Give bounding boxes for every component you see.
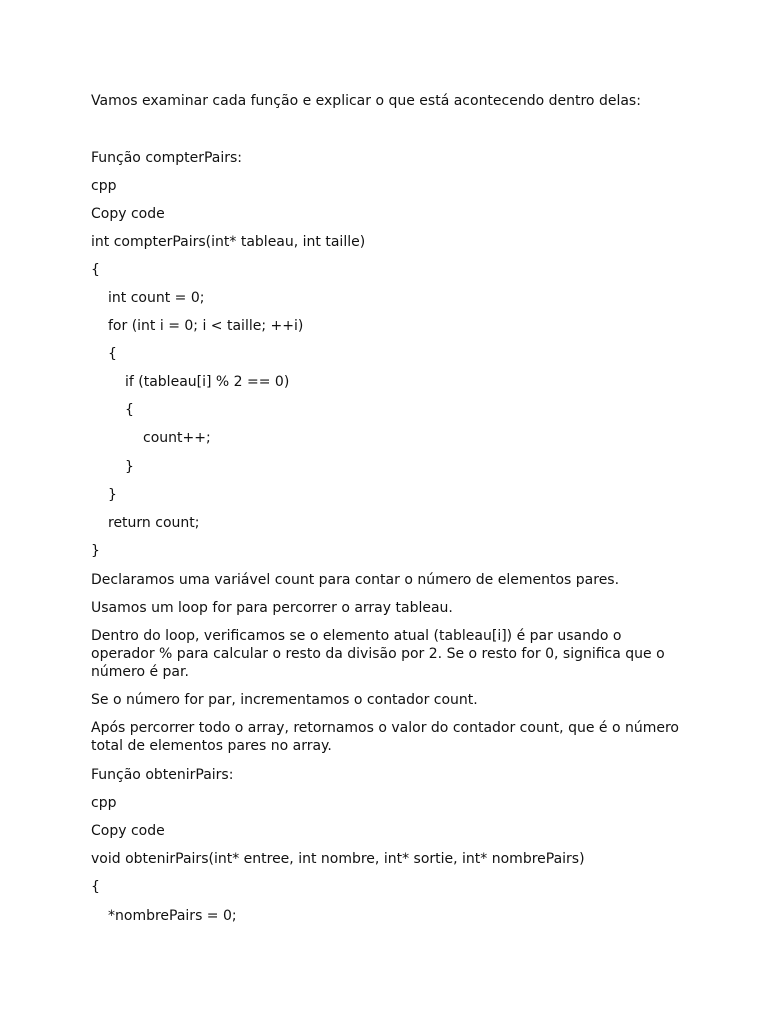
intro-text: Vamos examinar cada função e explicar o que está acontecendo dentro delas: — [91, 93, 641, 109]
code-line: count++; — [143, 430, 211, 446]
copy-code-label: Copy code — [91, 206, 165, 222]
explanation-paragraph: Declaramos uma variável count para contar o número de elementos pares. — [91, 572, 620, 588]
code-line: { — [108, 346, 117, 362]
code-line: *nombrePairs = 0; — [108, 908, 237, 924]
explanation-paragraph: Após percorrer todo o array, retornamos o valor do contador count, que é o número total de elementos pares no array. — [91, 720, 679, 754]
code-line: if (tableau[i] % 2 == 0) — [125, 374, 290, 390]
explanation-paragraph: Usamos um loop for para percorrer o array tableau. — [91, 600, 453, 616]
code-line: for (int i = 0; i < taille; ++i) — [108, 318, 304, 334]
code-language-label: cpp — [91, 795, 117, 811]
explanation-paragraph: Se o número for par, incrementamos o contador count. — [91, 692, 478, 708]
code-line: { — [91, 879, 100, 895]
code-line: int count = 0; — [108, 290, 205, 306]
code-line: } — [125, 459, 134, 475]
code-language-label: cpp — [91, 178, 117, 194]
section-heading-compterpairs: Função compterPairs: — [91, 150, 243, 166]
section-heading-obtenirpairs: Função obtenirPairs: — [91, 767, 234, 783]
code-line: { — [91, 262, 100, 278]
code-line: } — [108, 487, 117, 503]
copy-code-label: Copy code — [91, 823, 165, 839]
code-line: { — [125, 402, 134, 418]
code-line: return count; — [108, 515, 200, 531]
explanation-paragraph: Dentro do loop, verificamos se o elemento atual (tableau[i]) é par usando o operador % para calcular o resto da divisão por 2. Se o resto for 0, significa que o número é par. — [91, 628, 665, 680]
code-line: } — [91, 543, 100, 559]
code-line: int compterPairs(int* tableau, int taille) — [91, 234, 366, 250]
code-line: void obtenirPairs(int* entree, int nombre, int* sortie, int* nombrePairs) — [91, 851, 585, 867]
